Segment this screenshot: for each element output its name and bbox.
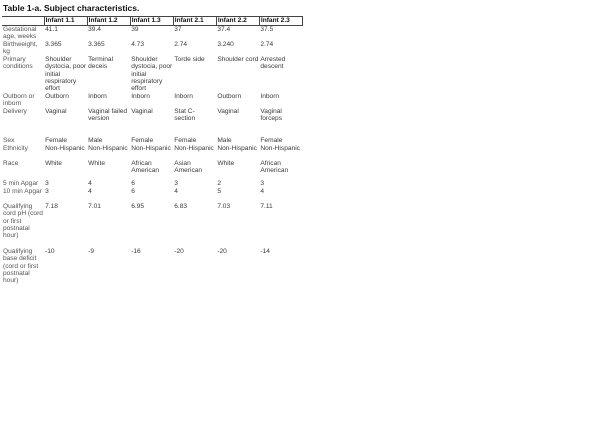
table-cell: Inborn [131, 92, 150, 100]
table-cell: Non-Hispanic [174, 144, 214, 152]
table-title: Table 1-a. Subject characteristics. [3, 3, 140, 13]
row-label: Primary conditions [3, 55, 33, 71]
table-cell: 7.01 [88, 202, 101, 210]
table-cell: Vaginal failed version [88, 107, 128, 123]
table-cell: 37 [174, 26, 182, 33]
row-label: Sex [3, 136, 15, 144]
table-cell: -20 [174, 247, 184, 255]
table-cell: 37.4 [217, 26, 231, 33]
table-cell: Shoulder dystocia, poor initial respiratory effort [131, 55, 173, 93]
row-label: Outborn or inborn [3, 92, 35, 108]
table-cell: Non-Hispanic [217, 144, 257, 152]
table-cell: Non-Hispanic [131, 144, 171, 152]
subject-characteristics-table [2, 16, 303, 300]
table-row [2, 160, 303, 180]
table-cell: Shoulder dystocia, poor initial respiratory effort [45, 55, 87, 93]
table-cell: 2 [217, 179, 221, 187]
table-cell: Torde side [174, 55, 205, 63]
table-cell: 2.74 [174, 40, 188, 48]
table-cell: 4 [88, 179, 92, 187]
table-cell: -16 [131, 247, 141, 255]
table-cell: 39.4 [88, 26, 101, 33]
table-cell: -14 [260, 247, 270, 255]
table-cell: 3.365 [88, 40, 105, 48]
table-cell: 4 [260, 187, 265, 195]
header-cell-infant-1-1: Infant 1.1 [44, 17, 87, 26]
table-cell: Female [174, 136, 197, 144]
table-cell: Male [88, 136, 103, 144]
table-cell: -10 [45, 247, 55, 255]
table-cell: -9 [88, 247, 94, 255]
table-cell: Vaginal [45, 107, 67, 115]
table-row [2, 93, 303, 108]
table-cell: Arrested descent [260, 55, 286, 71]
table-cell: 37.5 [260, 26, 274, 33]
table-body [2, 26, 303, 300]
table-cell: Vaginal forceps [260, 107, 282, 123]
row-label: Race [3, 159, 19, 167]
row-label: Ethnicity [3, 144, 28, 152]
row-label: 10 min Apgar [3, 187, 42, 195]
table-row [2, 26, 303, 41]
header-row [2, 17, 303, 26]
row-label: 5 min Apgar [3, 179, 39, 187]
table-cell: African American [131, 159, 160, 175]
table-cell: Female [260, 136, 283, 144]
table-cell: 3 [45, 187, 49, 195]
table-row [2, 56, 303, 93]
table-cell: 6.95 [131, 202, 145, 210]
table-cell: Shoulder cord [217, 55, 259, 63]
table-cell: 6 [131, 179, 135, 187]
table-cell: Non-Hispanic [45, 144, 85, 152]
table-cell: 41.1 [45, 26, 58, 33]
table-cell: Female [131, 136, 154, 144]
row-label: Gestational age, weeks [3, 26, 37, 41]
table-cell: Outborn [45, 92, 69, 100]
table-cell: 3 [45, 179, 49, 187]
table-cell: White [88, 159, 105, 167]
table-row [2, 137, 303, 145]
table-cell: Male [217, 136, 232, 144]
table-cell: Outborn [217, 92, 242, 100]
table-header [2, 17, 303, 26]
table-row [2, 248, 303, 300]
table-row [2, 145, 303, 160]
row-label: Birthweight, kg [3, 40, 38, 56]
header-cell-infant-2-1: Infant 2.1 [173, 17, 216, 26]
header-cell-infant-2-3: Infant 2.3 [259, 17, 302, 26]
table-cell: Inborn [260, 92, 280, 100]
table-row [2, 180, 303, 188]
table-cell: 4 [174, 187, 178, 195]
table-cell: 3 [174, 179, 178, 187]
table-cell: Vaginal [131, 107, 153, 115]
header-cell-infant-2-2: Infant 2.2 [216, 17, 259, 26]
table-cell: 3.240 [217, 40, 234, 48]
table-cell: 5 [217, 187, 221, 195]
table-cell: Inborn [174, 92, 193, 100]
row-label: Delivery [3, 107, 27, 115]
row-label: Qualifying base deficit (cord or first postnatal hour) [3, 247, 39, 285]
table-cell: White [45, 159, 62, 167]
table-cell: Vaginal [217, 107, 239, 115]
table-cell: 2.74 [260, 40, 274, 48]
table-row [2, 203, 303, 248]
table-cell: African American [260, 159, 289, 175]
table-cell: 7.11 [260, 202, 273, 210]
row-label: Qualifying cord pH (cord or first postnatal hour) [3, 202, 43, 240]
table-cell: 39 [131, 26, 139, 33]
table-cell: 6 [131, 187, 135, 195]
table-cell: Asian American [174, 159, 203, 175]
table-cell: 6.83 [174, 202, 188, 210]
table-cell: 3 [260, 179, 265, 187]
table-cell: 3.365 [45, 40, 62, 48]
header-cell-corner [2, 17, 44, 26]
table-row [2, 108, 303, 137]
table-cell: 4 [88, 187, 92, 195]
header-cell-infant-1-2: Infant 1.2 [87, 17, 130, 26]
table-cell: Inborn [88, 92, 107, 100]
table-row [2, 41, 303, 56]
table-cell: Terminal deceis [88, 55, 114, 71]
table-cell: Female [45, 136, 68, 144]
table-cell: White [217, 159, 235, 167]
table-row [2, 188, 303, 203]
table-cell: Stat C-section [174, 107, 196, 123]
table-cell: Non-Hispanic [88, 144, 128, 152]
table-cell: 7.18 [45, 202, 58, 210]
table-cell: Non-Hispanic [260, 144, 300, 152]
table-cell: 7.03 [217, 202, 231, 210]
table-cell: -20 [217, 247, 227, 255]
header-cell-infant-1-3: Infant 1.3 [130, 17, 173, 26]
table-cell: 4.73 [131, 40, 145, 48]
